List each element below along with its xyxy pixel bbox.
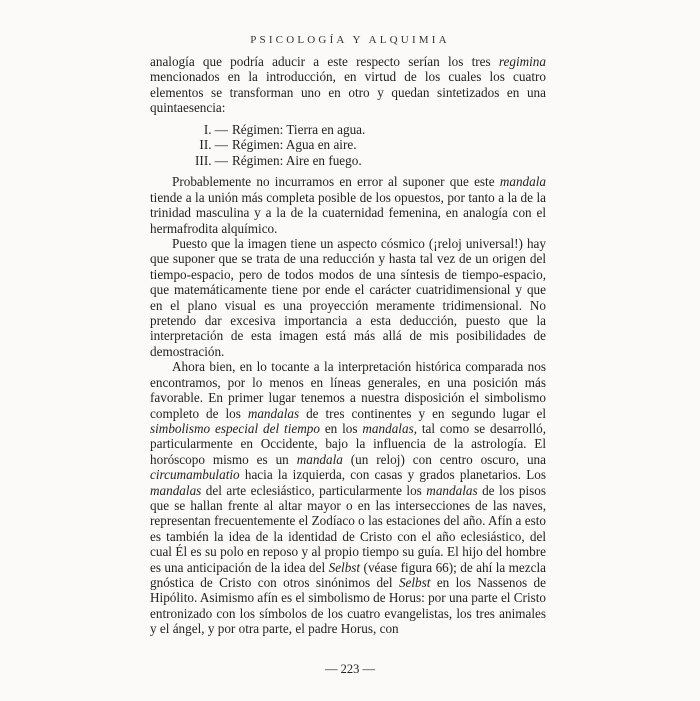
p1-text-b: tiende a la unión más completa posible de los opuestos, por tanto a la de la trinidad masculina y a la de la cuaternidad femenina, en analogía con el hermafrodita alquímico. xyxy=(150,189,546,236)
p3-text-c: en los xyxy=(319,420,363,436)
selbst-term: Selbst xyxy=(398,574,431,590)
selbst-term: Selbst xyxy=(328,559,361,575)
mandalas-term: mandalas xyxy=(150,482,202,498)
paragraph-1 xyxy=(150,174,546,236)
mandalas-term: mandalas xyxy=(426,482,478,498)
page-number: — 223 — xyxy=(325,662,375,676)
body-text xyxy=(150,54,546,637)
mandalas-term: mandalas xyxy=(247,405,300,421)
p1-text-a: Probablemente no incurramos en error al suponer que este xyxy=(172,174,500,190)
regime-number: III. — xyxy=(195,152,228,168)
regimina-term: regimina xyxy=(498,54,546,69)
regime-item xyxy=(150,153,546,169)
p3-text-h: de los pisos que se hallan frente al altar mayor o en las intersecciones de las naves, representan frecuentemente el Zodíaco o las estaciones del año. Afín a esto es también la idea de la identidad de Cristo con el año eclesiástico, del cual Él es su polo en reposo y al propio tiempo su guía. El hijo del hombre es una anticipación de la idea del xyxy=(150,482,546,575)
mandala-term: mandala xyxy=(296,451,343,467)
p3-text-f: hacia la izquierda, con casas y grados planetarios. Los xyxy=(239,467,546,483)
intro-text-a: analogía que podría aducir a este respecto serían los tres xyxy=(150,54,499,69)
p3-text-i: (véase figura 66); de ahí la mezcla gnóstica de Cristo con otros sinónimos del xyxy=(150,559,546,590)
mandala-term: mandala xyxy=(499,174,546,190)
simbolismo-term: simbolismo especial del tiempo xyxy=(150,420,320,436)
running-header: PSICOLOGÍA Y ALQUIMIA xyxy=(250,34,450,46)
p3-text-b: de tres continentes y en segundo lugar el xyxy=(299,405,546,421)
p3-text-e: (un reloj) con centro oscuro, una xyxy=(342,451,546,467)
paragraph-2: Puesto que la imagen tiene un aspecto cósmico (¡reloj universal!) hay que suponer que se trata de una reducción y hasta tal vez de un origen del tiempo-espacio, pero de todos modos de una síntesis de tiempo-espacio, que matemáticamente tiene por ende el carácter cuatridimensional y que en el plano visual es una proyección meramente tridimensional. No pretendo dar excesiva importancia a esta deducción, puesto que la interpretación de esta imagen está más allá de mis posibilidades de demostración. xyxy=(150,236,546,359)
regime-number: II. — xyxy=(199,137,228,153)
regime-text: Régimen: Tierra en agua. xyxy=(232,121,366,137)
intro-text-b: mencionados en la introducción, en virtud de los cuales los cuatro elementos se transforman uno en otro y quedan sintetizados en una quintaesencia: xyxy=(150,69,546,116)
regimes-list xyxy=(150,122,546,169)
regime-item xyxy=(150,122,546,138)
p3-text-a: Ahora bien, en lo tocante a la interpretación histórica comparada nos encontramos, por lo menos en líneas generales, en una posición más favorable. En primer lugar tenemos a nuestra disposición el simbolismo completo de los xyxy=(150,359,546,421)
paragraph-3 xyxy=(150,359,546,636)
intro-paragraph xyxy=(150,54,546,116)
p3-text-d: tal como se desarrolló, particularmente en Occidente, bajo la influencia de la astrología. El horóscopo mismo es un xyxy=(150,420,546,467)
regime-text: Régimen: Aire en fuego. xyxy=(232,152,362,168)
p3-text-j: en los Nassenos de Hipólito. Asimismo afín es el simbolismo de Horus: por una parte el Cristo entronizado con los símbolos de los cuatro evangelistas, los tres animales y el ángel, y por otra parte, el padre Horus, con xyxy=(150,574,546,637)
regime-number: I. — xyxy=(203,121,228,137)
regime-text: Régimen: Agua en aire. xyxy=(232,137,357,153)
mandalas-term: mandalas, xyxy=(362,420,417,436)
regime-item xyxy=(150,137,546,153)
circumambulatio-term: circumambulatio xyxy=(150,467,240,483)
p3-text-g: del arte eclesiástico, particularmente los xyxy=(201,482,427,498)
